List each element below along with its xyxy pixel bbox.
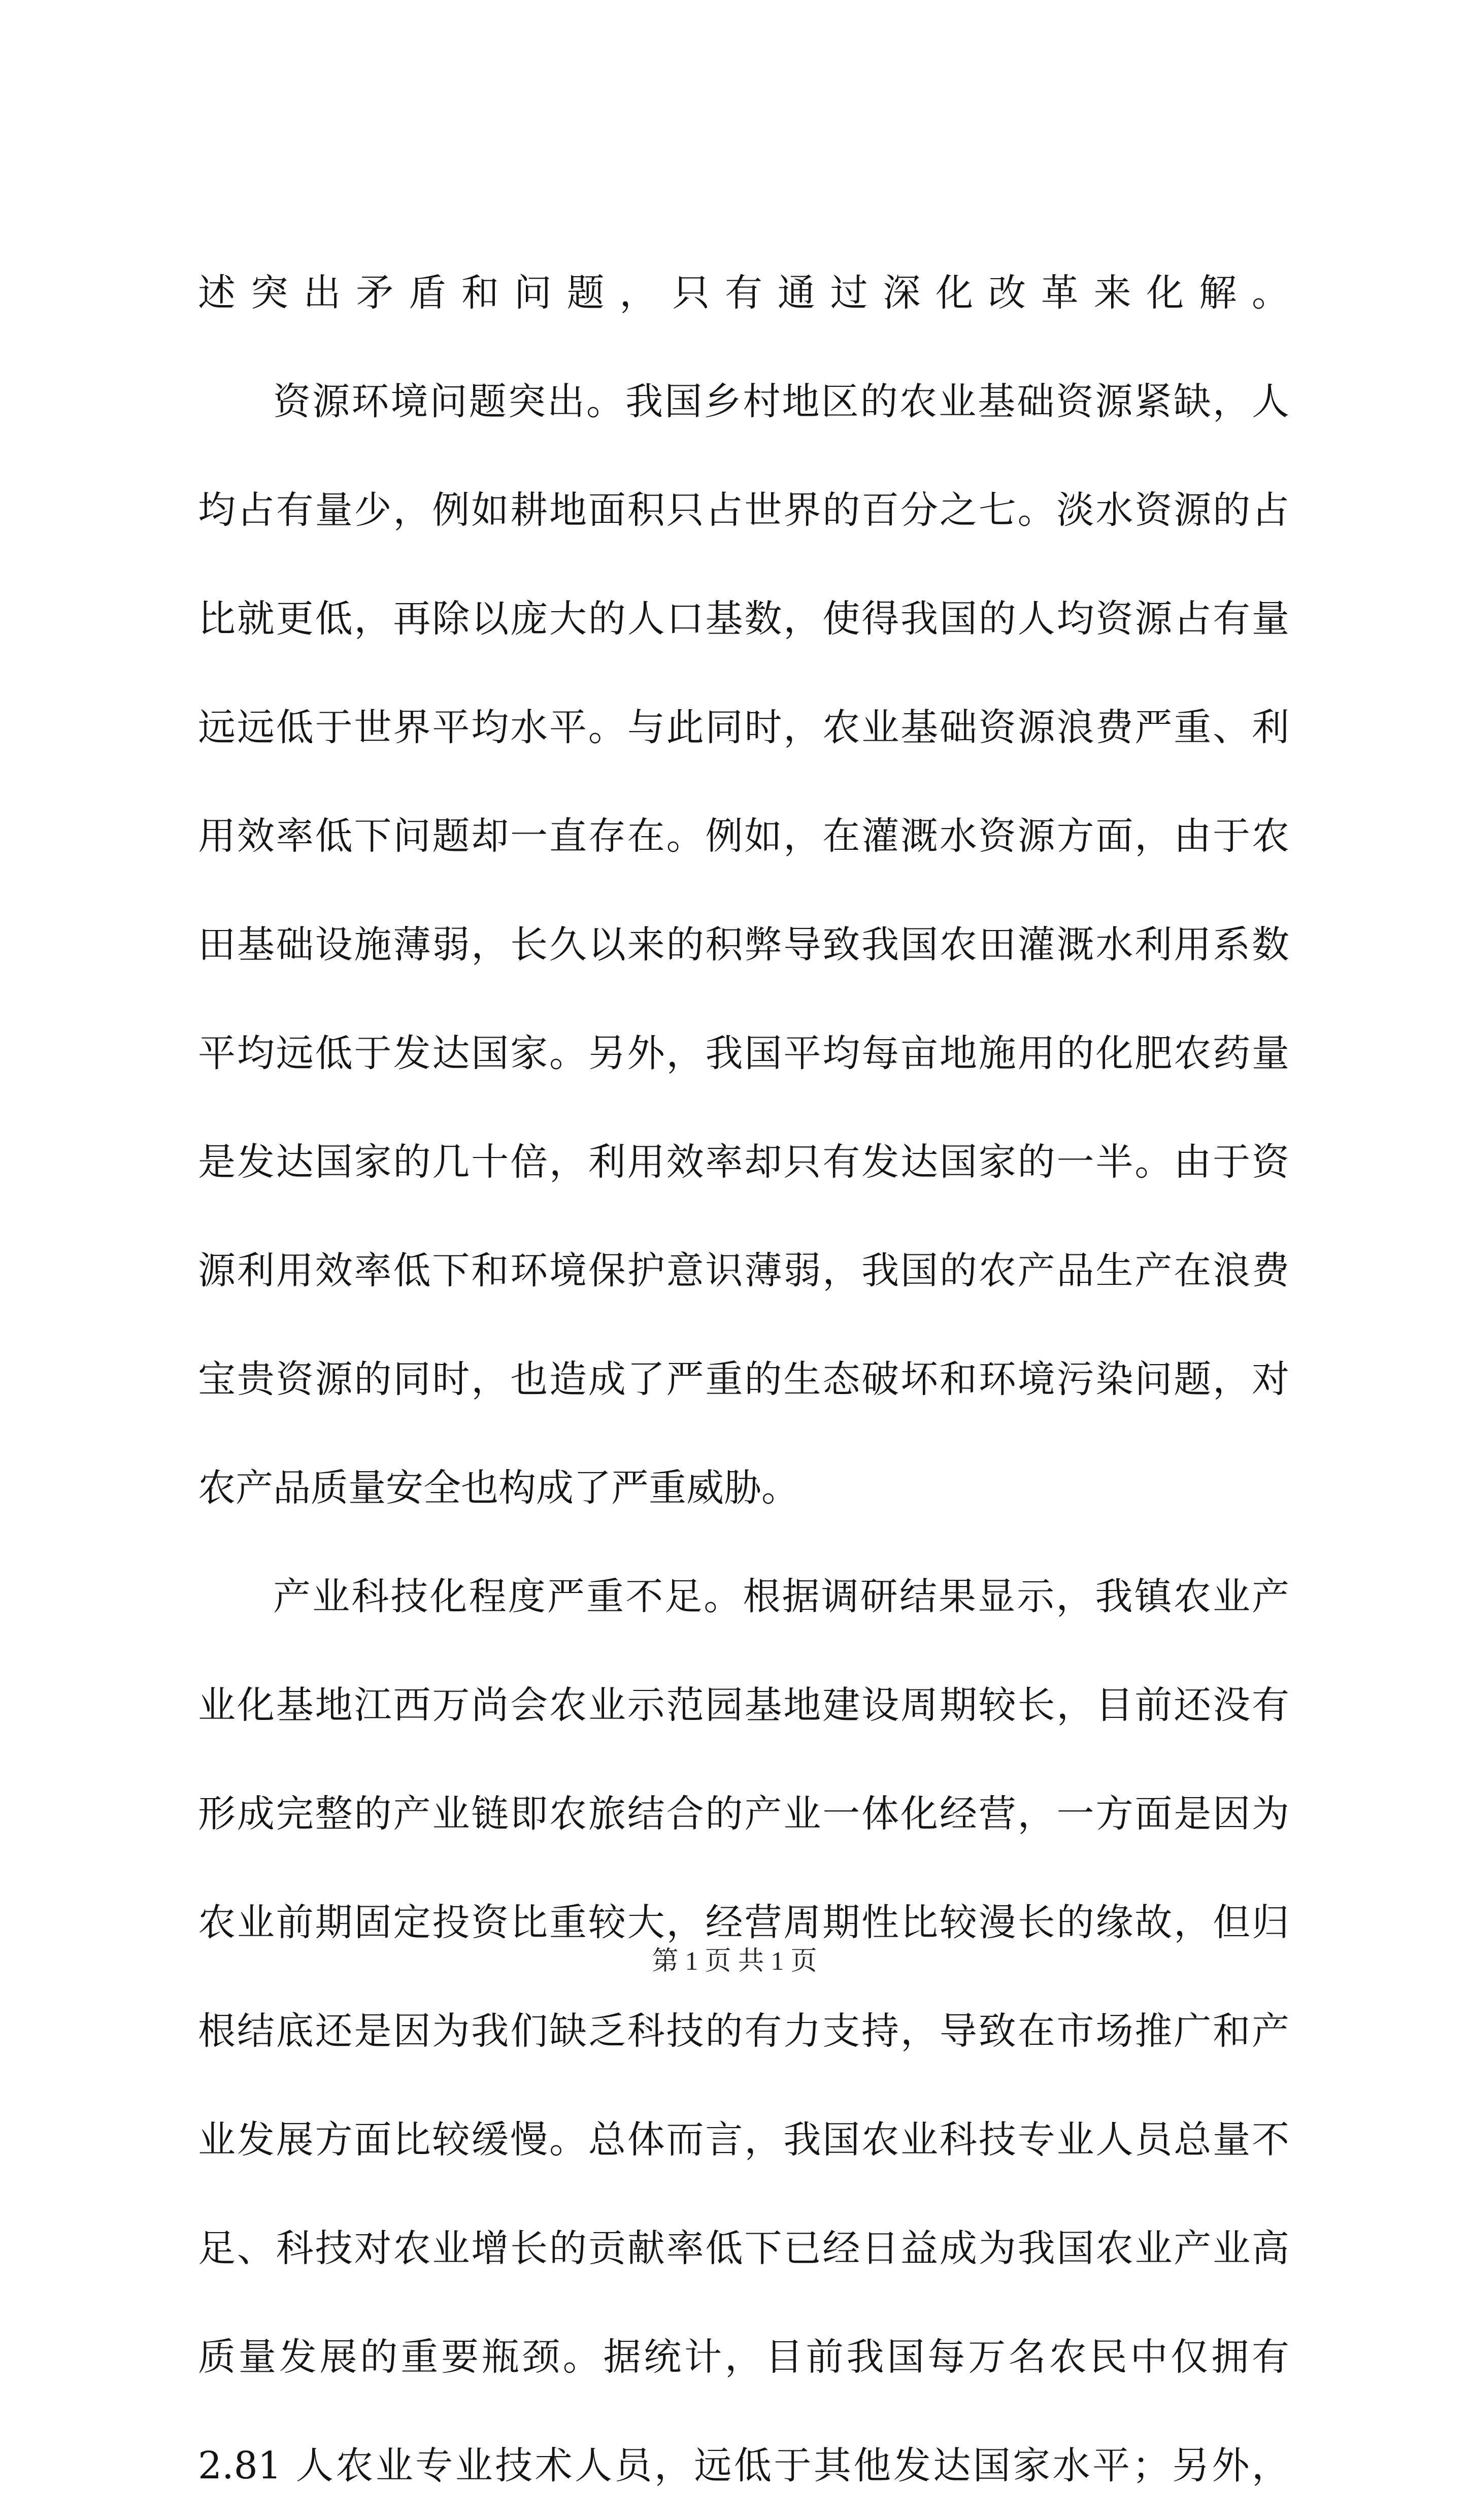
document-body bbox=[198, 239, 1289, 2520]
text-line: 是发达国家的几十倍，利用效率却只有发达国家的一半。由于资 bbox=[198, 1140, 1289, 1184]
text-line: 用效率低下问题却一直存在。例如，在灌溉水资源方面，由于农 bbox=[198, 814, 1289, 858]
text-line: 述突出矛盾和问题，只有通过深化改革来化解。 bbox=[198, 271, 1289, 315]
page-number-footer: 第 1 页 共 1 页 bbox=[652, 1947, 817, 1976]
text-line: 田基础设施薄弱，长久以来的积弊导致我国农田灌溉水利用系数 bbox=[198, 923, 1289, 967]
text-line: 源利用效率低下和环境保护意识薄弱，我国的农产品生产在浪费 bbox=[198, 1249, 1289, 1292]
text-line: 根结底还是因为我们缺乏科技的有力支持，导致在市场推广和产 bbox=[198, 2009, 1289, 2053]
text-line: 平均远低于发达国家。另外，我国平均每亩地施用的化肥农药量 bbox=[198, 1032, 1289, 1075]
text-line: 2.81 人农业专业技术人员，远低于其他发达国家水平；另外， bbox=[198, 2444, 1289, 2488]
text-line: 比就更低，再除以庞大的人口基数，使得我国的人均资源占有量 bbox=[198, 597, 1289, 641]
text-line: 资源环境问题突出。我国乡村地区的农业基础资源紧缺，人 bbox=[273, 380, 1289, 423]
text-line: 均占有量少，例如耕地面积只占世界的百分之七。淡水资源的占 bbox=[198, 488, 1289, 532]
text-line: 足、科技对农业增长的贡献率低下已经日益成为我国农业产业高 bbox=[198, 2227, 1289, 2270]
text-line: 农业前期固定投资比重较大，经营周期性比较漫长的缘故，但归 bbox=[198, 1901, 1289, 1944]
text-line: 农产品质量安全也构成了严重威胁。 bbox=[198, 1466, 799, 1510]
text-line: 业发展方面比较缓慢。总体而言，我国农业科技专业人员总量不 bbox=[198, 2118, 1289, 2162]
text-line: 业化基地江西万尚会农业示范园基地建设周期较长，目前还没有 bbox=[198, 1683, 1289, 1727]
text-line: 形成完整的产业链即农旅结合的产业一体化经营，一方面是因为 bbox=[198, 1792, 1289, 1836]
text-line: 产业科技化程度严重不足。根据调研结果显示，我镇农业产 bbox=[273, 1575, 1289, 1618]
text-line: 宝贵资源的同时，也造成了严重的生态破坏和环境污染问题，对 bbox=[198, 1357, 1289, 1401]
text-line: 远远低于世界平均水平。与此同时，农业基础资源浪费严重、利 bbox=[198, 706, 1289, 749]
text-line: 质量发展的重要瓶颈。据统计，目前我国每万名农民中仅拥有 bbox=[198, 2335, 1289, 2379]
